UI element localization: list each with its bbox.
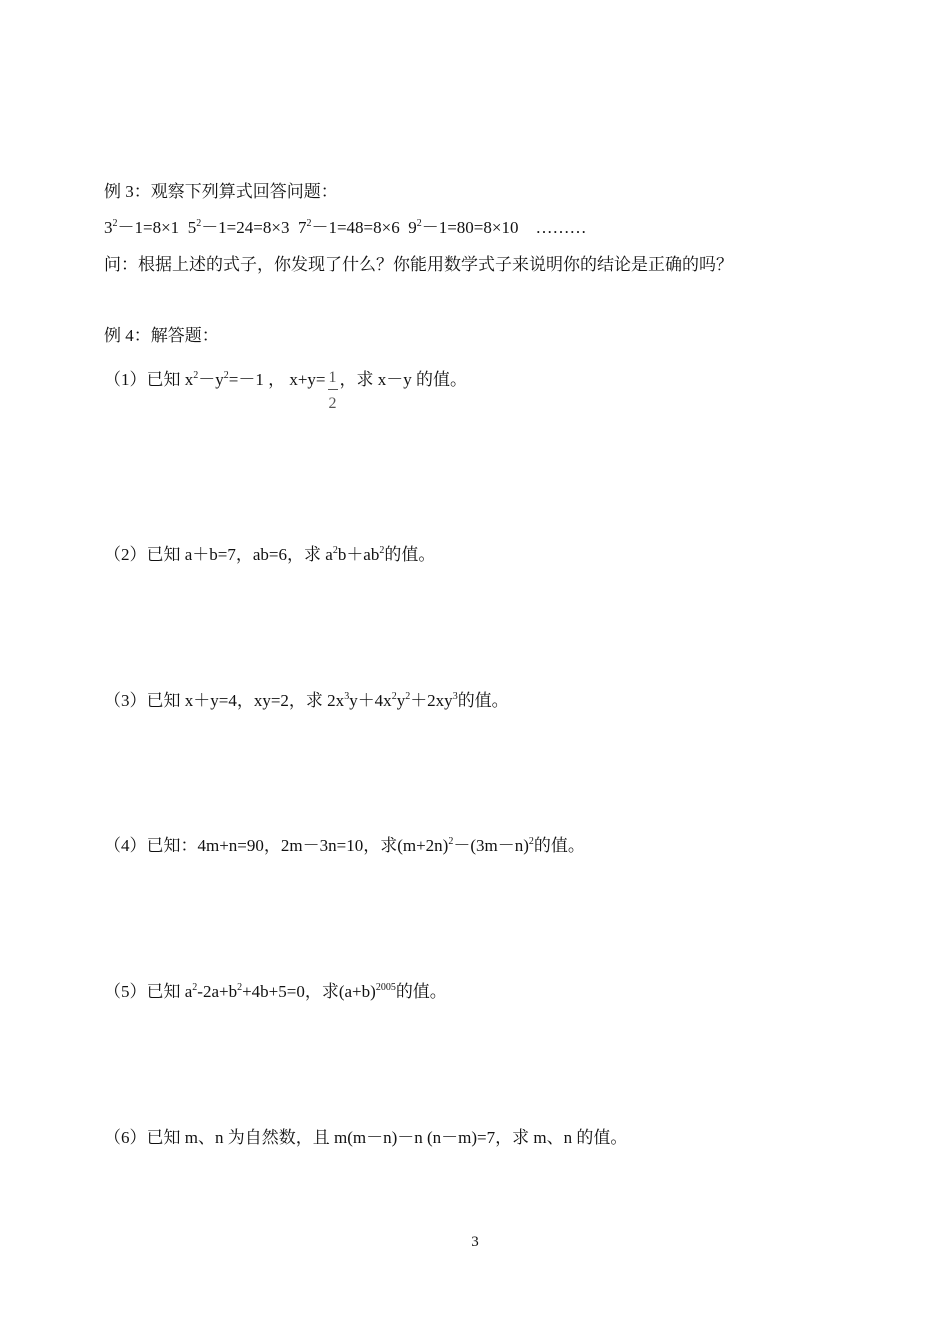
eq4: $9^2-1=80=8\times 10$: [408, 218, 519, 237]
page-number: 3: [471, 1234, 479, 1250]
eq2: $5^2-1=24=8\times 3$: [187, 218, 290, 237]
question-3: （3）已知 x＋y=4，xy=2，求 $2x^3y+4x^2y^2+2xy^3$的值。: [104, 691, 509, 710]
fraction-one-half: $\frac{1}{2}$: [328, 369, 337, 412]
question-5: （5）已知 $a^2-2a+b^2+4b+5=0$，求$(a+b)^{2005}$的值。: [104, 982, 447, 1001]
question-1: （1）已知 $x^2-y^2=-1$ ， x+y= $\frac{1}{2}$ ，求 x－y 的值。: [104, 369, 468, 412]
eq3: $7^2-1=48=8\times 6$: [297, 218, 400, 237]
example-3-heading: 例 3：观察下列算式回答问题：: [104, 182, 338, 201]
example-3-equations: [104, 217, 586, 239]
question-6: （6）已知 m、n 为自然数，且 m(m－n)－n (n－m)=7，求 m、n 的值。: [104, 1128, 628, 1147]
ellipsis: ………: [535, 218, 587, 237]
question-4: （4）已知：4m+n=90，2m－3n=10，求$(m+2n)^2-(3m-n)^2$的值。: [104, 836, 585, 855]
example-4-heading: 例 4：解答题：: [104, 326, 219, 345]
example-3-question: 问：根据上述的式子，你发现了什么？你能用数学式子来说明你的结论是正确的吗？: [104, 255, 733, 274]
eq1: $3^2-1=8\times 1$: [104, 218, 180, 237]
question-2: （2）已知 a＋b=7，ab=6，求 $a^2b+ab^2$的值。: [104, 545, 436, 564]
